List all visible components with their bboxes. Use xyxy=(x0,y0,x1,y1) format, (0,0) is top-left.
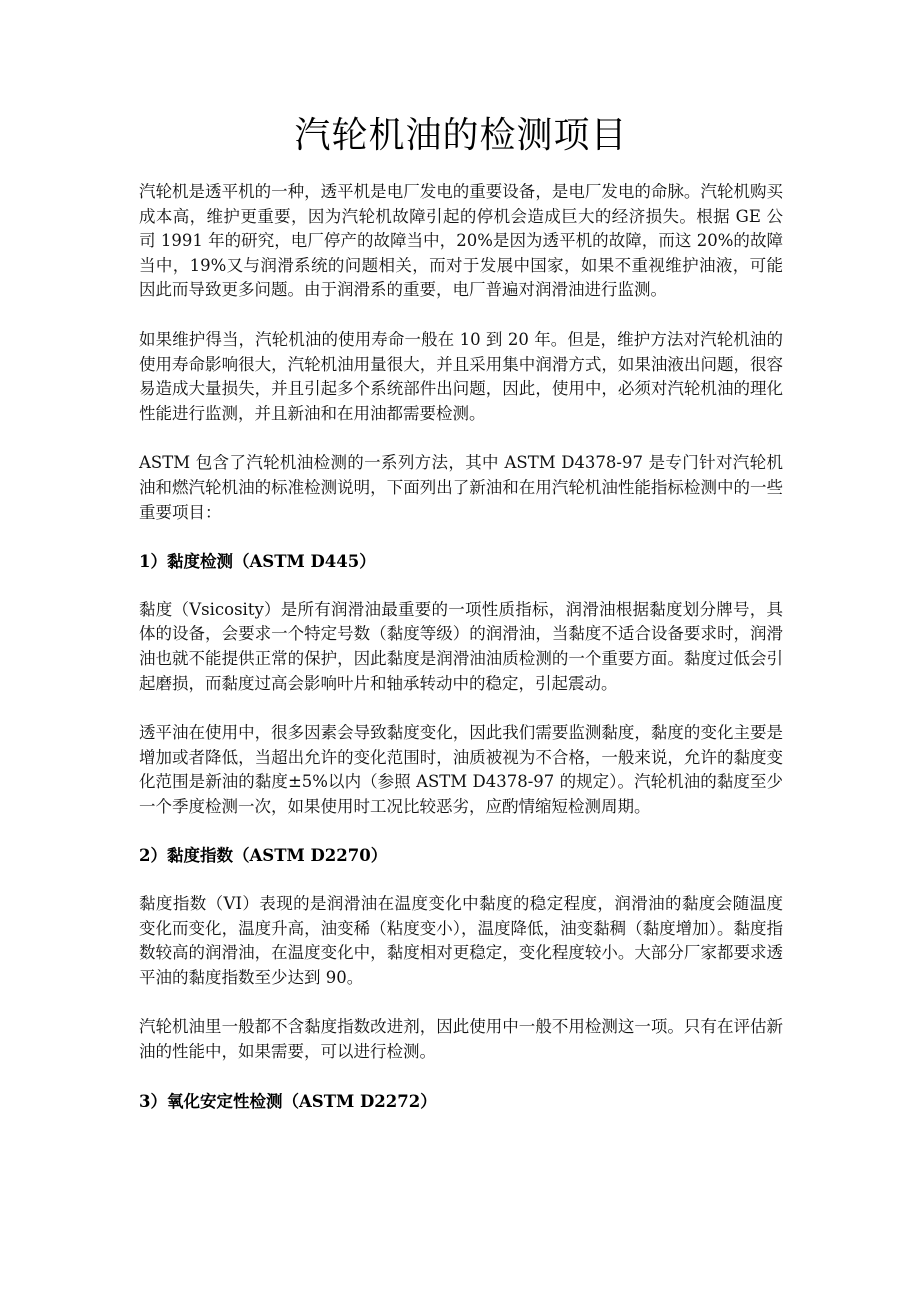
paragraph-intro-1: 汽轮机是透平机的一种，透平机是电厂发电的重要设备，是电厂发电的命脉。汽轮机购买成本高，维护更重要，因为汽轮机故障引起的停机会造成巨大的经济损失。根据 GE 公司 1991 年的研究，电厂停产的故障当中，20%是因为透平机的故障，而这 20%的故障当中，19%又与润滑系统的问题相关，而对于发展中国家，如果不重视维护油液，可能因此而导致更多问题。由于润滑系的重要，电厂普遍对润滑油进行监测。 xyxy=(139,182,783,300)
section-heading-viscosity-index: 2）黏度指数（ASTM D2270） xyxy=(139,846,388,866)
document-title: 汽轮机油的检测项目 xyxy=(294,115,628,156)
paragraph-intro-3: ASTM 包含了汽轮机油检测的一系列方法，其中 ASTM D4378-97 是专门针对汽轮机油和燃汽轮机油的标准检测说明，下面列出了新油和在用汽轮机油性能指标检测中的一些重要项目： xyxy=(139,453,783,522)
document-page xyxy=(139,0,783,1114)
section-heading-viscosity: 1）黏度检测（ASTM D445） xyxy=(139,552,376,572)
paragraph-viscosity-2: 透平油在使用中，很多因素会导致黏度变化，因此我们需要监测黏度，黏度的变化主要是增加或者降低，当超出允许的变化范围时，油质被视为不合格，一般来说，允许的黏度变化范围是新油的黏度±5%以内（参照 ASTM D4378-97 的规定）。汽轮机油的黏度至少一个季度检测一次，如果使用时工况比较恶劣，应酌情缩短检测周期。 xyxy=(139,723,783,816)
paragraph-viscosity-index-2: 汽轮机油里一般都不含黏度指数改进剂，因此使用中一般不用检测这一项。只有在评估新油的性能中，如果需要，可以进行检测。 xyxy=(139,1017,783,1062)
paragraph-viscosity-1: 黏度（Vsicosity）是所有润滑油最重要的一项性质指标，润滑油根据黏度划分牌号，具体的设备，会要求一个特定号数（黏度等级）的润滑油，当黏度不适合设备要求时，润滑油也就不能提供正常的保护，因此黏度是润滑油油质检测的一个重要方面。黏度过低会引起磨损，而黏度过高会影响叶片和轴承转动中的稳定，引起震动。 xyxy=(139,599,783,693)
section-heading-oxidation-stability: 3）氧化安定性检测（ASTM D2272） xyxy=(139,1091,437,1111)
paragraph-intro-2: 如果维护得当，汽轮机油的使用寿命一般在 10 到 20 年。但是，维护方法对汽轮机油的使用寿命影响很大，汽轮机油用量很大，并且采用集中润滑方式，如果油液出问题，很容易造成大量损失，并且引起多个系统部件出问题，因此，使用中，必须对汽轮机油的理化性能进行监测，并且新油和在用油都需要检测。 xyxy=(139,329,783,423)
paragraph-viscosity-index-1: 黏度指数（VI）表现的是润滑油在温度变化中黏度的稳定程度，润滑油的黏度会随温度变化而变化，温度升高，油变稀（粘度变小），温度降低，油变黏稠（黏度增加）。黏度指数较高的润滑油，在温度变化中，黏度相对更稳定，变化程度较小。大部分厂家都要求透平油的黏度指数至少达到 90。 xyxy=(139,894,783,987)
